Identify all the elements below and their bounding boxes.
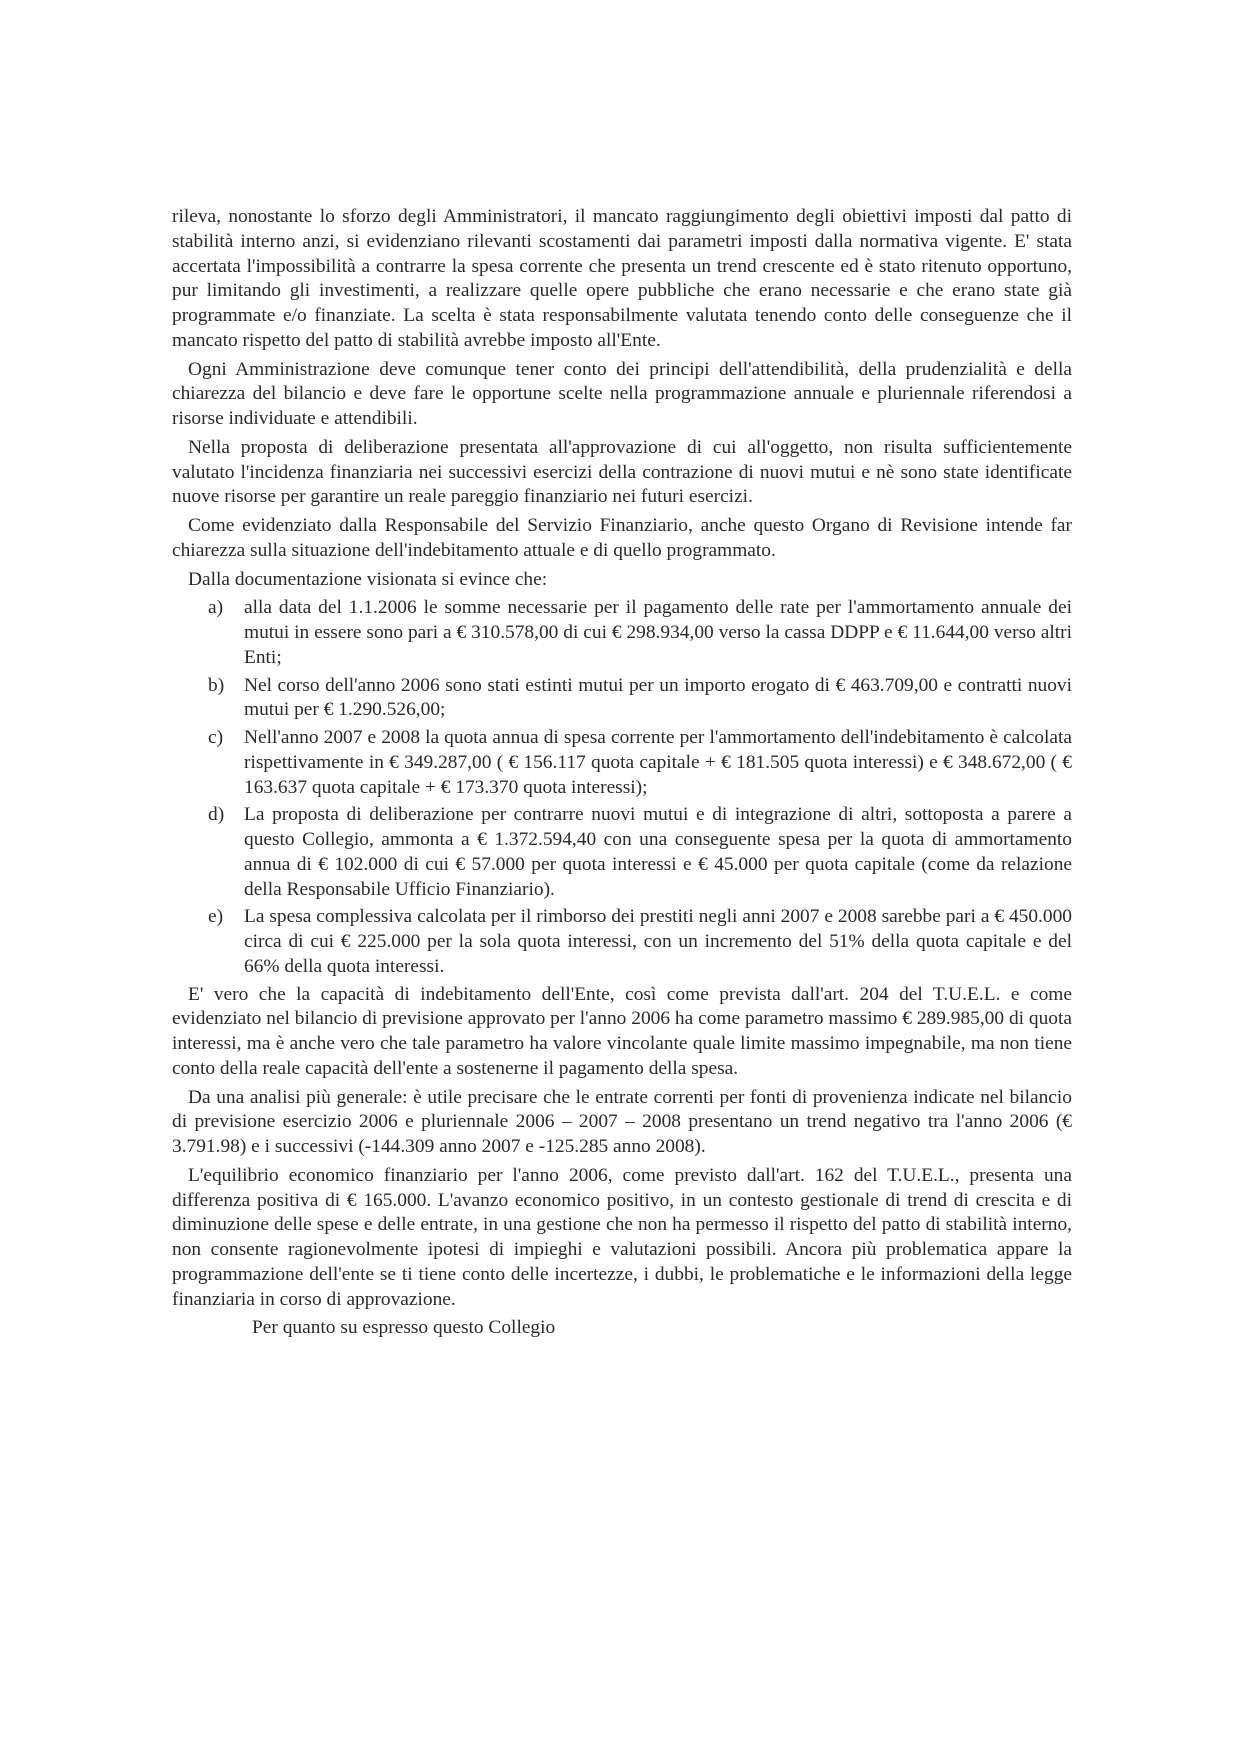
list-item-letter: c) xyxy=(208,727,224,748)
list-item-letter: d) xyxy=(208,804,225,826)
evidence-list xyxy=(172,596,1072,979)
paragraph-analisi-generale: Da una analisi più generale: è utile precisare che le entrate correnti per fonti di provenienza indicate nel bilancio di previsione esercizio 2006 e pluriennale 2006 – 2007 – 2008 presentano un trend negativo tra l'anno 2006 (€ 3.791.98) e i successivi (-144.309 anno 2007 e -125.285 anno 2008). xyxy=(172,1086,1072,1157)
paragraph-equilibrio-economico: L'equilibrio economico finanziario per l'anno 2006, come previsto dall'art. 162 del T.U.E.L., presenta una differenza positiva di € 165.000. L'avanzo economico positivo, in un contesto gestionale di trend di crescita e di diminuzione delle spese e delle entrate, in una gestione che non ha permesso il rispetto del patto di stabilità interno, non consente ragionevolmente ipotesi di impieghi e valutazioni possibili. Ancora più problematica appare la programmazione dell'ente se ti tiene conto delle incertezze, i dubbi, le problematiche e le informazioni della legge finanziaria in corso di approvazione. xyxy=(172,1164,1072,1310)
closing-line: Per quanto su espresso questo Collegio xyxy=(252,1317,556,1339)
paragraph-rileva: rileva, nonostante lo sforzo degli Amministratori, il mancato raggiungimento degli obiettivi imposti dal patto di stabilità interno anzi, si evidenziano rilevanti scostamenti dai parametri imposti dalla normativa vigente. E' stata accertata l'impossibilità a contrarre la spesa corrente che presenta un trend crescente ed è stato ritenuto opportuno, pur limitando gli investimenti, a realizzare quelle opere pubbliche che erano necessarie e che erano state già programmate e/o finanziate. La scelta è stata responsabilmente valutata tenendo conto delle conseguenze che il mancato rispetto del patto di stabilità avrebbe imposto all'Ente. xyxy=(172,206,1072,351)
paragraph-come-evidenziato: Come evidenziato dalla Responsabile del Servizio Finanziario, anche questo Organo di Revisione intende far chiarezza sulla situazione dell'indebitamento attuale e di quello programmato. xyxy=(172,515,1072,561)
document-page xyxy=(172,205,1072,1345)
list-item-text: Nel corso dell'anno 2006 sono stati estinti mutui per un importo erogato di € 463.709,00 e contratti nuovi mutui per € 1.290.526,00; xyxy=(244,674,1072,721)
paragraph-capacita-indebitamento: E' vero che la capacità di indebitamento dell'Ente, così come prevista dall'art. 204 del T.U.E.L. e come evidenziato nel bilancio di previsione approvato per l'anno 2006 ha come parametro massimo € 289.985,00 di quota interessi, ma è anche vero che tale parametro ha valore vincolante quale limite massimo impegnabile, ma non tiene conto della reale capacità dell'ente a sostenerne il pagamento della spesa. xyxy=(172,983,1072,1079)
list-item-text: La proposta di deliberazione per contrarre nuovi mutui e di integrazione di altri, sottoposta a parere a questo Collegio, ammonta a € 1.372.594,40 con una conseguente spesa per la quota di ammortamento annua di € 102.000 di cui € 57.000 per quota interessi e € 45.000 per quota capitale (come da relazione della Responsabile Ufficio Finanziario). xyxy=(244,804,1072,900)
list-item xyxy=(172,726,1072,800)
list-item xyxy=(172,905,1072,979)
list-item-text: Nell'anno 2007 e 2008 la quota annua di spesa corrente per l'ammortamento dell'indebitamento è calcolata rispettivamente in € 349.287,00 ( € 156.117 quota capitale + € 181.505 quota interessi) e € 348.672,00 ( € 163.637 quota capitale + € 173.370 quota interessi); xyxy=(244,727,1072,798)
list-item xyxy=(172,803,1072,902)
list-item-text: La spesa complessiva calcolata per il rimborso dei prestiti negli anni 2007 e 2008 sarebbe pari a € 450.000 circa di cui € 225.000 per la sola quota interessi, con un incremento del 51% della quota capitale e del 66% della quota interessi. xyxy=(244,906,1072,977)
list-item xyxy=(172,674,1072,724)
list-item-text: alla data del 1.1.2006 le somme necessarie per il pagamento delle rate per l'ammortamento annuale dei mutui in essere sono pari a € 310.578,00 di cui € 298.934,00 verso la cassa DDPP e € 11.644,00 verso altri Enti; xyxy=(244,597,1072,668)
paragraph-nella-proposta: Nella proposta di deliberazione presentata all'approvazione di cui all'oggetto, non risulta sufficientemente valutato l'incidenza finanziaria nei successivi esercizi della contrazione di nuovi mutui e nè sono state identificate nuove risorse per garantire un reale pareggio finanziario nei futuri esercizi. xyxy=(172,436,1072,508)
list-item-letter: a) xyxy=(208,597,224,619)
list-item-letter: e) xyxy=(208,906,224,928)
list-item-letter: b) xyxy=(208,674,225,696)
paragraph-ogni-amministrazione: Ogni Amministrazione deve comunque tener conto dei principi dell'attendibilità, della prudenzialità e della chiarezza del bilancio e deve fare le opportune scelte nella programmazione annuale e pluriennale riferendosi a risorse individuate e attendibili. xyxy=(172,358,1072,429)
paragraph-dalla-documentazione: Dalla documentazione visionata si evince che: xyxy=(188,568,548,590)
list-item xyxy=(172,596,1072,670)
